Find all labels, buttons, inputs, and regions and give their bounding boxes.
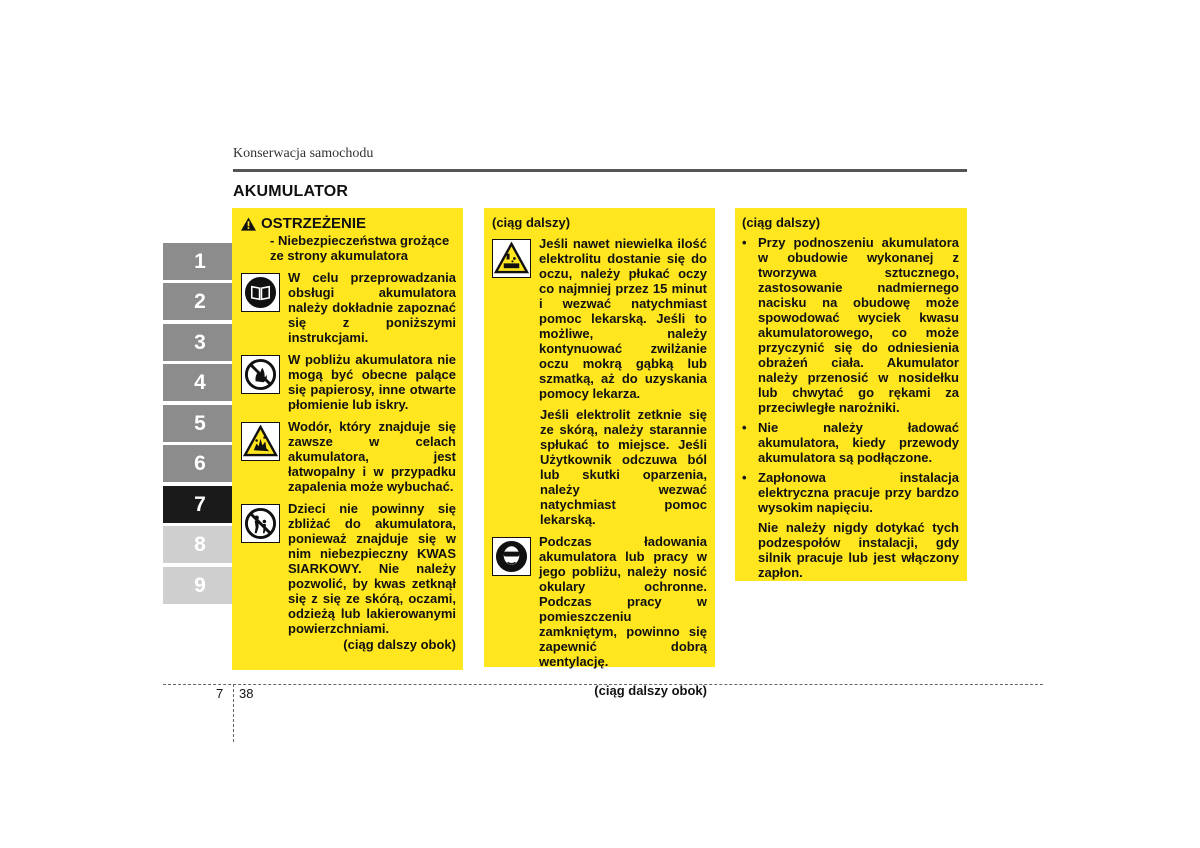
footer-divider — [233, 684, 234, 742]
warning-panel-3 — [735, 208, 967, 581]
warning-item — [241, 501, 456, 636]
warning-item-text: W pobliżu akumulatora nie mogą być obecne palące się papierosy, inne otwarte płomienie lub iskry. — [288, 352, 456, 412]
chapter-tab-7[interactable]: 7 — [163, 486, 237, 523]
page-title: AKUMULATOR — [233, 183, 349, 200]
warning-item — [241, 352, 456, 412]
warning-item — [241, 419, 456, 494]
warning-item — [492, 534, 707, 669]
warning-panel-1 — [232, 208, 463, 670]
list-item — [742, 235, 959, 415]
warning-triangle-icon — [241, 217, 256, 231]
icon-frame — [241, 355, 280, 394]
warning-item-text: W celu przeprowadzania obsługi akumulatora należy dokładnie zapoznać się z poniższymi instrukcjami. — [288, 270, 456, 345]
eye-protection-icon — [495, 540, 528, 573]
warning-item-text: Jeśli nawet niewielka ilość elektrolitu dostanie się do oczu, należy płukać oczy co najmniej przez 15 minut i wezwać natychmiast pomoc lekarską. Jeśli to możliwe, należy kontynuować zwilżanie oczu mokrą gąbką lub szmatką, aż do uzyskania pomocy lekarza. — [539, 236, 707, 401]
bullet-dot: • — [742, 235, 747, 250]
list-item — [742, 420, 959, 465]
chapter-tab-9[interactable]: 9 — [163, 567, 237, 604]
icon-frame — [241, 273, 280, 312]
bullet-dot: • — [742, 420, 747, 435]
chapter-tab-1[interactable]: 1 — [163, 243, 237, 280]
warning-heading — [241, 216, 456, 231]
continued-top-note: (ciąg dalszy) — [742, 215, 821, 230]
list-item-text: Przy podnoszeniu akumulatora w obudowie wykonanej z tworzywa sztucznego, zastosowanie nadmiernego nacisku na obudowę może spowodować wyciek kwasu akumulatorowego, co może przyczynić się do odniesienia obrażeń ciała. Akumulator należy przenosić w nosidełku lub chwytać go rękami za przeciwległe narożniki. — [758, 235, 959, 415]
continued-note: (ciąg dalszy obok) — [594, 683, 707, 698]
chapter-tab-2[interactable]: 2 — [163, 283, 237, 320]
bullet-dot: • — [742, 470, 747, 485]
icon-frame — [492, 239, 531, 278]
continued-note: (ciąg dalszy obok) — [343, 637, 456, 652]
chapter-tab-6[interactable]: 6 — [163, 445, 237, 482]
header-rule — [233, 169, 967, 172]
warning-item-text: Podczas ładowania akumulatora lub pracy w jego pobliżu, należy nosić okulary ochronne. Podczas pracy w pomieszczeniu zamkniętym, powinno się zapewnić dobrą wentylację. — [539, 534, 707, 669]
page-chapter-number: 7 — [216, 686, 224, 701]
warning-item-text: Wodór, który znajduje się zawsze w celach akumulatora, jest łatwopalny i w przypadku zapalenia może wybuchać. — [288, 419, 456, 494]
section-header: Konserwacja samochodu — [233, 146, 374, 161]
chapter-tab-3[interactable]: 3 — [163, 324, 237, 361]
chapter-tab-5[interactable]: 5 — [163, 405, 237, 442]
no-children-icon — [244, 507, 277, 540]
list-item-text: Zapłonowa instalacja elektryczna pracuje przy bardzo wysokim napięciu. — [758, 470, 959, 515]
corrosive-warning-icon — [494, 242, 529, 275]
ignition-paragraph: Nie należy nigdy dotykać tych podzespołów instalacji, gdy silnik pracuje lub jest włączony zapłon. — [758, 520, 959, 580]
skin-contact-paragraph: Jeśli elektrolit zetknie się ze skórą, należy starannie spłukać to miejsce. Jeśli Użytkownik odczuwa ból lub skutki oparzenia, należy wezwać natychmiast pomoc lekarską. — [540, 407, 707, 527]
list-item-text: Nie należy ładować akumulatora, kiedy przewody akumulatora są podłączone. — [758, 420, 959, 465]
no-fire-icon — [244, 358, 277, 391]
icon-frame — [241, 504, 280, 543]
chapter-tab-4[interactable]: 4 — [163, 364, 237, 401]
chapter-tab-8[interactable]: 8 — [163, 526, 237, 563]
continued-top-note: (ciąg dalszy) — [492, 215, 571, 230]
icon-frame — [241, 422, 280, 461]
warning-panel-2 — [484, 208, 715, 698]
footer-rule — [163, 684, 1043, 685]
warning-item — [492, 236, 707, 401]
icon-frame — [492, 537, 531, 576]
warning-item — [241, 270, 456, 345]
warning-heading-text: OSTRZEŻENIE — [261, 215, 367, 232]
explosion-warning-icon — [243, 425, 278, 458]
warning-item-text: Dzieci nie powinny się zbliżać do akumulatora, ponieważ znajduje się w nim niebezpieczny KWAS SIARKOWY. Nie należy pozwolić, by kwas zetknął się z się ze skórą, oczami, odzieżą lub lakierowanymi powierzchniami. — [288, 501, 456, 636]
page-number: 38 — [239, 686, 254, 701]
manual-icon — [244, 276, 277, 309]
warning-subtitle: - Niebezpieczeństwa grożące ze strony akumulatora — [270, 233, 450, 263]
list-item — [742, 470, 959, 515]
